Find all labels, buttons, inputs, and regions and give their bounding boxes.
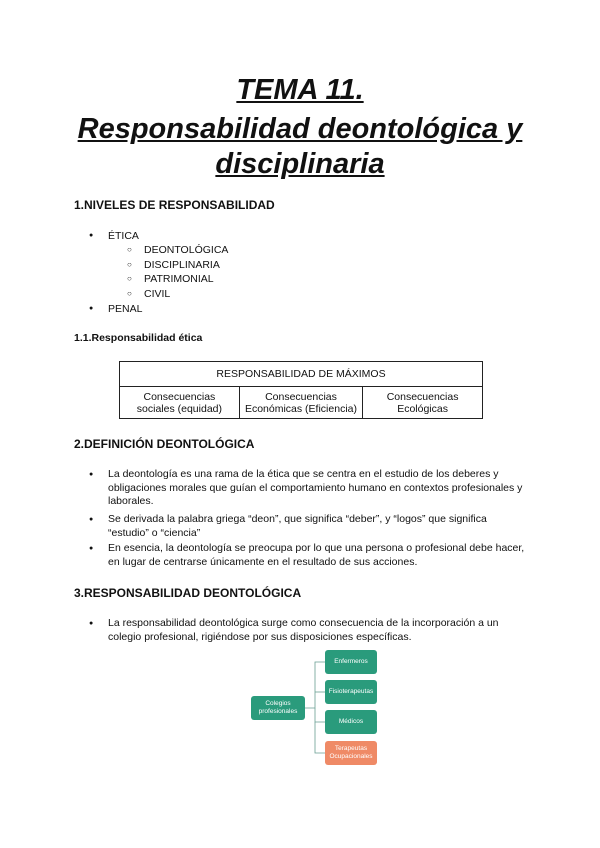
sub-item: ○ DEONTOLÓGICA (144, 243, 228, 258)
list-item-penal: ● PENAL (108, 302, 142, 317)
sub-item: ○ CIVIL (144, 287, 228, 302)
deontological-paragraph: ● La responsabilidad deontológica surge como consecuencia de la incorporación a un colegio profesional, rigiéndose por sus disposiciones específicas. (108, 617, 528, 644)
definition-paragraph-3: ● En esencia, la deontología se preocupa por lo que una persona o profesional debe hacer, en lugar de centrarse únicamente en el resultado de sus acciones. (108, 542, 528, 569)
sub-item: ○ PATRIMONIAL (144, 272, 228, 287)
diagram-root-colegios: Colegios profesionales (251, 696, 305, 720)
section-3-heading: 3.RESPONSABILIDAD DEONTOLÓGICA (74, 586, 302, 600)
section-1-heading: 1.NIVELES DE RESPONSABILIDAD (74, 198, 275, 212)
definition-paragraph-1: ● La deontología es una rama de la ética que se centra en el estudio de los deberes y obligaciones morales que guían el comportamiento humano en contextos profesionales y laborales. (108, 468, 528, 509)
list-item-etica: ● ÉTICA (108, 229, 139, 244)
page-title-line-3: disciplinaria (215, 148, 385, 180)
diagram-node-terapeutas: Terapeutas Ocupacionales (325, 741, 377, 765)
definition-paragraph-2: ● Se derivada la palabra griega “deon”, que significa “deber”, y “logos” que significa “estudio” o “ciencia” (108, 513, 528, 540)
page-title-line-1: TEMA 11. (236, 74, 364, 106)
sub-item: ○ DISCIPLINARIA (144, 258, 228, 273)
diagram-node-enfermeros: Enfermeros (325, 650, 377, 674)
section-1-1-heading: 1.1.Responsabilidad ética (74, 332, 203, 344)
page-title-line-2: Responsabilidad deontológica y (77, 113, 523, 145)
diagram-node-fisioterapeutas: Fisioterapeutas (325, 680, 377, 704)
table-cell-ecological: Consecuencias Ecológicas (363, 387, 483, 419)
table-header: RESPONSABILIDAD DE MÁXIMOS (120, 362, 483, 387)
section-2-heading: 2.DEFINICIÓN DEONTOLÓGICA (74, 437, 255, 451)
table-cell-social: Consecuencias sociales (equidad) (120, 387, 240, 419)
table-cell-economic: Consecuencias Económicas (Eficiencia) (239, 387, 362, 419)
diagram-node-medicos: Médicos (325, 710, 377, 734)
